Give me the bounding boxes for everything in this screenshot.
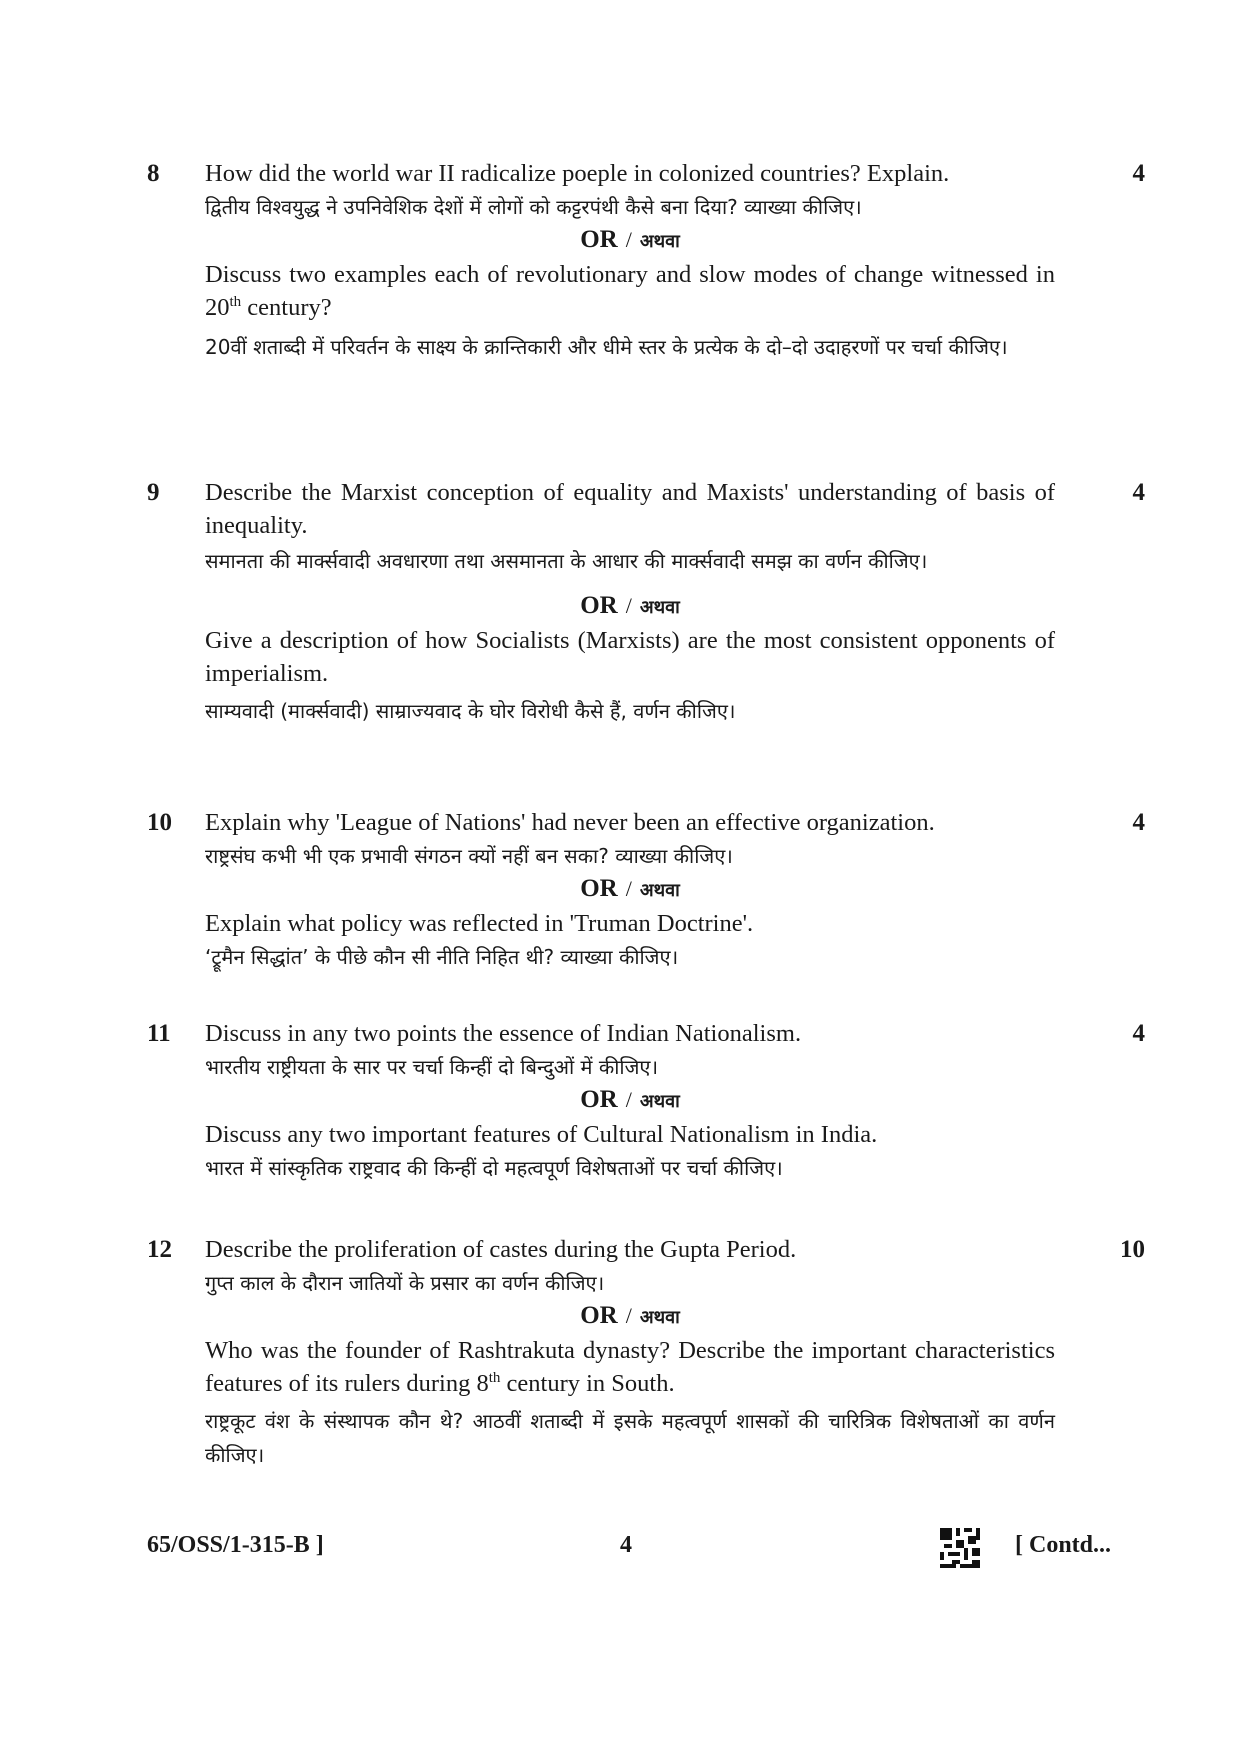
or-divider xyxy=(205,1302,1055,1330)
question-number: 9 xyxy=(147,479,160,506)
question-text-en: Describe the Marxist conception of equality and Maxists' understanding of basis of inequality. xyxy=(205,479,1055,539)
alternative-text-hi: भारत में सांस्कृतिक राष्ट्रवाद की किन्हीं दो महत्वपूर्ण विशेषताओं पर चर्चा कीजिए। xyxy=(205,1156,783,1180)
or-divider xyxy=(205,226,1055,254)
question-text-hi: समानता की मार्क्सवादी अवधारणा तथा असमानता के आधार की मार्क्सवादी समझ का वर्णन कीजिए। xyxy=(205,549,928,573)
or-separator: / xyxy=(625,227,632,252)
qr-code-icon xyxy=(940,1528,980,1568)
question-marks: 4 xyxy=(1132,809,1145,836)
alternative-text-en: Discuss any two important features of Cultural Nationalism in India. xyxy=(205,1121,878,1148)
question-text-hi: राष्ट्रसंघ कभी भी एक प्रभावी संगठन क्यों नहीं बन सका? व्याख्या कीजिए। xyxy=(205,844,733,868)
or-label-hi: अथवा xyxy=(639,597,680,618)
question-number: 11 xyxy=(147,1020,171,1047)
alternative-text-hi: ‘ट्रूमैन सिद्धांत’ के पीछे कौन सी नीति निहित थी? व्याख्या कीजिए। xyxy=(205,945,679,969)
alternative-text-hi: 20वीं शताब्दी में परिवर्तन के साक्ष्य के क्रान्तिकारी और धीमे स्तर के प्रत्येक के दो–दो उदाहरणों पर चर्चा कीजिए। xyxy=(205,335,1008,359)
or-label-en: OR xyxy=(580,1302,618,1329)
question-number: 8 xyxy=(147,160,160,187)
or-divider xyxy=(205,1086,1055,1114)
or-label-en: OR xyxy=(580,875,618,902)
question-marks: 10 xyxy=(1120,1236,1145,1263)
or-divider xyxy=(205,592,1055,620)
paper-code: 65/OSS/1-315-B ] xyxy=(147,1532,324,1558)
or-divider xyxy=(205,875,1055,903)
question-text-hi: भारतीय राष्ट्रीयता के सार पर चर्चा किन्हीं दो बिन्दुओं में कीजिए। xyxy=(205,1055,659,1079)
page-footer xyxy=(0,1532,1240,1572)
question-number: 12 xyxy=(147,1236,172,1263)
question-text-en: Discuss in any two points the essence of Indian Nationalism. xyxy=(205,1020,802,1047)
alternative-text-en: Who was the founder of Rashtrakuta dynasty? Describe the important characteristics features of its rulers during 8th century in South. xyxy=(205,1337,1055,1397)
alternative-text-en: Discuss two examples each of revolutionary and slow modes of change witnessed in 20th century? xyxy=(205,261,1055,321)
or-label-en: OR xyxy=(580,226,618,253)
or-separator: / xyxy=(625,876,632,901)
alternative-text-hi: राष्ट्रकूट वंश के संस्थापक कौन थे? आठवीं शताब्दी में इसके महत्वपूर्ण शासकों की चारित्रिक विशेषताओं का वर्णन कीजिए। xyxy=(205,1409,1055,1467)
question-text-hi: गुप्त काल के दौरान जातियों के प्रसार का वर्णन कीजिए। xyxy=(205,1271,605,1295)
question-text-en: Explain why 'League of Nations' had never been an effective organization. xyxy=(205,809,935,836)
or-label-hi: अथवा xyxy=(639,880,680,901)
question-number: 10 xyxy=(147,809,172,836)
question-marks: 4 xyxy=(1132,479,1145,506)
question-text-en: How did the world war II radicalize poeple in colonized countries? Explain. xyxy=(205,160,950,187)
alternative-text-en: Give a description of how Socialists (Marxists) are the most consistent opponents of imperialism. xyxy=(205,627,1055,687)
page-number: 4 xyxy=(620,1532,632,1558)
or-label-en: OR xyxy=(580,1086,618,1113)
or-separator: / xyxy=(625,1087,632,1112)
or-label-hi: अथवा xyxy=(639,231,680,252)
question-marks: 4 xyxy=(1132,1020,1145,1047)
or-label-hi: अथवा xyxy=(639,1307,680,1328)
or-label-en: OR xyxy=(580,592,618,619)
or-separator: / xyxy=(625,1303,632,1328)
question-text-en: Describe the proliferation of castes during the Gupta Period. xyxy=(205,1236,797,1263)
question-marks: 4 xyxy=(1132,160,1145,187)
or-separator: / xyxy=(625,593,632,618)
alternative-text-hi: साम्यवादी (मार्क्सवादी) साम्राज्यवाद के घोर विरोधी कैसे हैं, वर्णन कीजिए। xyxy=(205,699,736,723)
or-label-hi: अथवा xyxy=(639,1091,680,1112)
continued-label: [ Contd... xyxy=(1015,1532,1112,1558)
question-text-hi: द्वितीय विश्वयुद्ध ने उपनिवेशिक देशों में लोगों को कट्टरपंथी कैसे बना दिया? व्याख्या कीजिए। xyxy=(205,195,862,219)
alternative-text-en: Explain what policy was reflected in 'Truman Doctrine'. xyxy=(205,910,754,937)
